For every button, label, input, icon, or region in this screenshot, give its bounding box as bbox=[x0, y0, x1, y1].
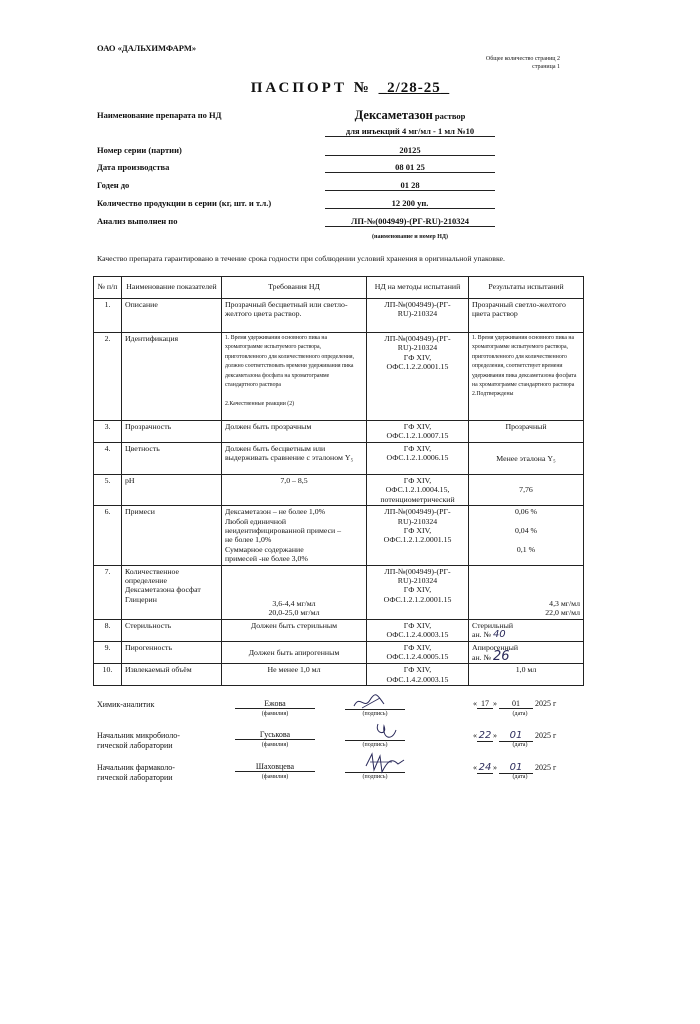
row-method: ГФ XIV, ОФС.1.2.1.0007.15 bbox=[367, 421, 469, 443]
row-indicator: Стерильность bbox=[122, 619, 222, 641]
row-requirement: Не менее 1,0 мл bbox=[222, 664, 367, 686]
signature-date-caption: (дата) bbox=[512, 742, 528, 748]
row-indicator: Извлекаемый объём bbox=[122, 664, 222, 686]
page-info bbox=[460, 55, 560, 71]
quantity-value: 12 200 уп. bbox=[325, 198, 495, 209]
row-requirement: Должен быть апирогенным bbox=[222, 641, 367, 664]
page-title bbox=[0, 80, 700, 97]
series-value: 20125 bbox=[325, 145, 495, 156]
guarantee-text: Качество препарата гарантировано в течение срока годности при соблюдении условий хранения в оригинальной упаковке. bbox=[97, 254, 505, 263]
row-method: ЛП-№(004949)-(РГ-RU)-210324 ГФ XIV, ОФС.1.2.1.2.0001.15 bbox=[367, 506, 469, 565]
header-num: № п/п bbox=[94, 277, 122, 299]
table-row bbox=[94, 619, 584, 641]
signature-name-caption: (фамилия) bbox=[261, 742, 289, 748]
signature-role: Начальник микробиоло- гической лаборатории bbox=[97, 731, 180, 750]
table-row bbox=[94, 421, 584, 443]
signature-name-caption: (фамилия) bbox=[261, 774, 289, 780]
drug-form: раствор bbox=[434, 111, 466, 121]
row-result: Апирогенный ан. № bbox=[472, 642, 519, 663]
quantity-label: Количество продукции в серии (кг, шт. и т.л.) bbox=[97, 198, 272, 208]
signature-role: Химик-аналитик bbox=[97, 700, 155, 709]
row-num: 10. bbox=[94, 664, 122, 686]
row-method: ГФ XIV, ОФС.1.2.1.0006.15 bbox=[367, 443, 469, 475]
row-num: 4. bbox=[94, 443, 122, 475]
signature-scribble bbox=[362, 750, 406, 776]
signature-name-caption: (фамилия) bbox=[261, 711, 289, 717]
production-date-value: 08 01 25 bbox=[325, 162, 495, 173]
drug-label: Наименование препарата по НД bbox=[97, 110, 222, 120]
signature-date: « 22 » 01 2025 г bbox=[473, 730, 557, 741]
table-row bbox=[94, 641, 584, 664]
analysis-number-handwritten: 40 bbox=[492, 629, 506, 641]
row-indicator: pH bbox=[122, 475, 222, 506]
signature-scribble bbox=[350, 692, 390, 712]
row-method: ЛП-№(004949)-(РГ-RU)-210324 ГФ XIV, ОФС.1.2.1.2.0001.15 bbox=[367, 565, 469, 619]
row-requirement: 3,6-4,4 мг/мл 20,0-25,0 мг/мл bbox=[222, 565, 367, 619]
analysis-value: ЛП-№(004949)-(РГ-RU)-210324 bbox=[325, 216, 495, 227]
signature-date: « 24 » 01 2025 г bbox=[473, 762, 557, 773]
row-num: 3. bbox=[94, 421, 122, 443]
row-result: 1,0 мл bbox=[469, 664, 584, 686]
row-requirement: Должен быть стерильным bbox=[222, 619, 367, 641]
drug-name: Дексаметазон bbox=[354, 108, 433, 122]
signature-role: Начальник фармаколо- гической лаборатории bbox=[97, 763, 175, 782]
table-row bbox=[94, 443, 584, 475]
page-number: страница 1 bbox=[532, 64, 560, 70]
analysis-caption: (наименование и номер НД) bbox=[372, 234, 448, 240]
row-requirement: Прозрачный бесцветный или светло-желтого цвета раствор. bbox=[222, 299, 367, 333]
row-result: 0,06 % 0,04 % 0,1 % bbox=[469, 506, 584, 565]
row-requirement: Должен быть прозрачным bbox=[222, 421, 367, 443]
table-row bbox=[94, 299, 584, 333]
signature-date-caption: (дата) bbox=[512, 774, 528, 780]
row-method: ГФ XIV, ОФС.1.2.4.0005.15 bbox=[367, 641, 469, 664]
row-indicator: Идентификация bbox=[122, 333, 222, 421]
row-requirement: Должен быть бесцветным или выдерживать сравнение с эталоном Y₅ bbox=[222, 443, 367, 475]
signature-caption: (подпись) bbox=[362, 742, 388, 748]
signature-caption: (подпись) bbox=[362, 774, 388, 780]
row-method: ГФ XIV, ОФС.1.2.4.0003.15 bbox=[367, 619, 469, 641]
header-method: НД на методы испытаний bbox=[367, 277, 469, 299]
row-indicator: Цветность bbox=[122, 443, 222, 475]
row-result: 7,76 bbox=[469, 475, 584, 506]
row-num: 6. bbox=[94, 506, 122, 565]
test-results-table bbox=[93, 276, 584, 686]
expiry-label: Годен до bbox=[97, 180, 130, 190]
row-indicator: Описание bbox=[122, 299, 222, 333]
row-num: 8. bbox=[94, 619, 122, 641]
expiry-value: 01 28 bbox=[325, 180, 495, 191]
table-row bbox=[94, 475, 584, 506]
table-row bbox=[94, 664, 584, 686]
production-date-label: Дата производства bbox=[97, 162, 170, 172]
row-result: Менее эталона Y₅ bbox=[469, 443, 584, 475]
analysis-label: Анализ выполнен по bbox=[97, 216, 178, 226]
row-method: ГФ XIV, ОФС.1.2.1.0004.15, потенциометрический bbox=[367, 475, 469, 506]
row-num: 5. bbox=[94, 475, 122, 506]
row-requirement: 7,0 – 8,5 bbox=[222, 475, 367, 506]
table-row bbox=[94, 506, 584, 565]
header-requirement: Требования НД bbox=[222, 277, 367, 299]
pages-total: Общее количество страниц 2 bbox=[485, 56, 560, 62]
signature-name: Шаховцева bbox=[235, 762, 315, 772]
row-requirement: Дексаметазон – не более 1,0% Любой единичной неидентифицированной примеси – не более 1,0% Суммарное содержание примесей -не более 3,0% bbox=[222, 506, 367, 565]
row-num: 9. bbox=[94, 641, 122, 664]
analysis-number-handwritten: 26 bbox=[492, 649, 510, 664]
signature-scribble bbox=[372, 720, 402, 744]
row-indicator: Количественное определение Дексаметазона фосфат Глицерин bbox=[122, 565, 222, 619]
table-header-row bbox=[94, 277, 584, 299]
row-num: 7. bbox=[94, 565, 122, 619]
row-result: Прозрачный светло-желтого цвета раствор bbox=[469, 299, 584, 333]
signature-caption: (подпись) bbox=[362, 711, 388, 717]
signature-date-caption: (дата) bbox=[512, 711, 528, 717]
passport-number: _2/28-25_ bbox=[378, 80, 450, 96]
signature-name: Гуськова bbox=[235, 730, 315, 740]
drug-dosage: для инъекций 4 мг/мл - 1 мл №10 bbox=[325, 126, 495, 137]
row-result: 1. Время удерживания основного пика на хроматограмме испытуемого раствора, приготовленного для количественного определения, соответствует времени удерживания пика дексаметазона фосфата на хроматограмме стандартного раствора 2.Подтверждены bbox=[469, 333, 584, 421]
series-label: Номер серии (партии) bbox=[97, 145, 182, 155]
header-indicator: Наименование показателей bbox=[122, 277, 222, 299]
row-result: 4,3 мг/мл 22,0 мг/мл bbox=[469, 565, 584, 619]
row-requirement: 1. Время удерживания основного пика на хроматограмме испытуемого раствора, приготовленного для количественного определения, должно соответствовать времени удерживания пика дексаметазона фосфата на хроматограмме стандартного раствора 2.Качественные реакции (2) bbox=[222, 333, 367, 421]
row-indicator: Прозрачность bbox=[122, 421, 222, 443]
row-num: 2. bbox=[94, 333, 122, 421]
row-result-cell bbox=[469, 619, 584, 641]
table-row bbox=[94, 333, 584, 421]
header-result: Результаты испытаний bbox=[469, 277, 584, 299]
row-method: ЛП-№(004949)-(РГ-RU)-210324 ГФ XIV, ОФС.1.2.2.0001.15 bbox=[367, 333, 469, 421]
row-method: ЛП-№(004949)-(РГ-RU)-210324 bbox=[367, 299, 469, 333]
company-name: ОАО «ДАЛЬХИМФАРМ» bbox=[97, 43, 197, 53]
row-num: 1. bbox=[94, 299, 122, 333]
row-indicator: Примеси bbox=[122, 506, 222, 565]
signature-name: Ежова bbox=[235, 699, 315, 709]
row-result: Стерильный ан. № bbox=[472, 620, 514, 640]
row-result: Прозрачный bbox=[469, 421, 584, 443]
drug-name-block bbox=[325, 108, 495, 123]
table-row bbox=[94, 565, 584, 619]
row-method: ГФ XIV, ОФС.1.4.2.0003.15 bbox=[367, 664, 469, 686]
signature-date: « 17 » 01 2025 г bbox=[473, 699, 557, 708]
row-indicator: Пирогенность bbox=[122, 641, 222, 664]
title-prefix: ПАСПОРТ № bbox=[250, 80, 372, 96]
row-result-cell bbox=[469, 641, 584, 664]
